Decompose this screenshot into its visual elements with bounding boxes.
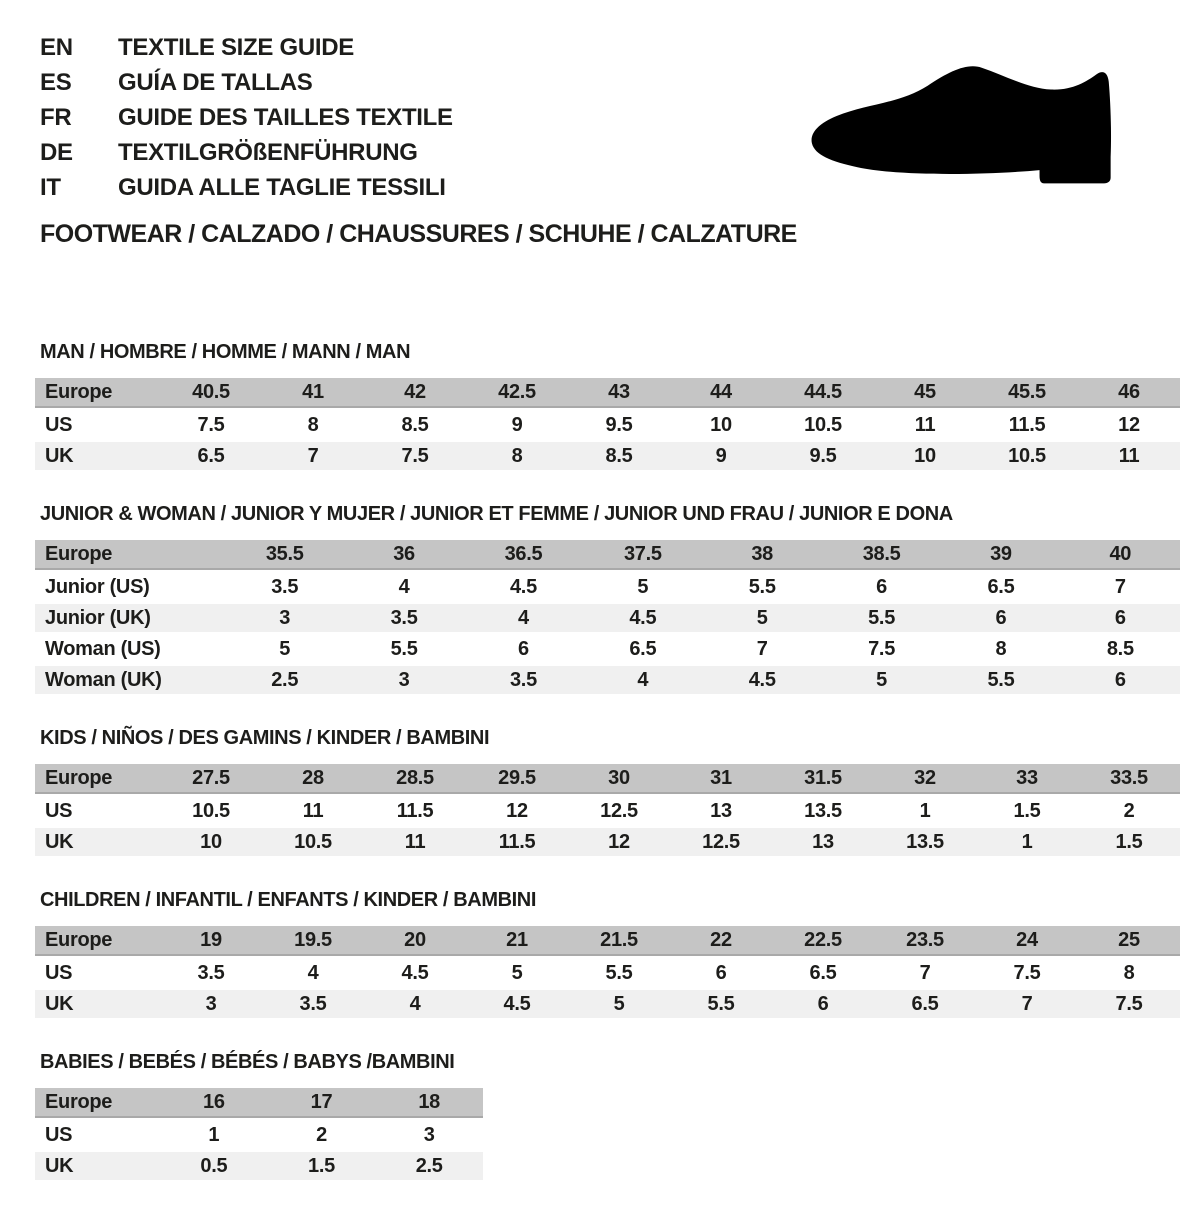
- language-code: IT: [40, 173, 61, 201]
- size-cell: 4: [262, 959, 364, 987]
- size-cell: 4: [364, 990, 466, 1018]
- size-cell: 2.5: [375, 1152, 483, 1180]
- size-cell: 11.5: [466, 828, 568, 856]
- size-cell: 3.5: [262, 990, 364, 1018]
- size-cell: 31.5: [772, 764, 874, 794]
- size-cell: 42.5: [466, 378, 568, 408]
- size-cell: 39: [941, 540, 1060, 570]
- language-code: DE: [40, 138, 73, 166]
- size-cell: 5: [703, 604, 822, 632]
- size-cell: 11: [364, 828, 466, 856]
- row-label: US: [35, 411, 160, 439]
- size-cell: 38.5: [822, 540, 941, 570]
- size-cell: 1.5: [1078, 828, 1180, 856]
- size-cell: 31: [670, 764, 772, 794]
- size-section-children: [35, 889, 1180, 1021]
- section-title-junior_woman: JUNIOR & WOMAN / JUNIOR Y MUJER / JUNIOR ET FEMME / JUNIOR UND FRAU / JUNIOR E DONA: [40, 503, 953, 525]
- size-cell: 6: [464, 635, 583, 663]
- size-cell: 3: [160, 990, 262, 1018]
- size-table-children: [35, 923, 1180, 1021]
- size-cell: 7.5: [160, 411, 262, 439]
- language-code: ES: [40, 68, 72, 96]
- size-cell: 7: [703, 635, 822, 663]
- size-cell: 10.5: [976, 442, 1078, 470]
- size-cell: 11.5: [976, 411, 1078, 439]
- size-cell: 9: [670, 442, 772, 470]
- language-row-de: [40, 135, 453, 170]
- size-cell: 38: [703, 540, 822, 570]
- size-tables: [35, 341, 1180, 1213]
- language-label: GUIDE DES TAILLES TEXTILE: [118, 103, 453, 131]
- size-cell: 8.5: [568, 442, 670, 470]
- size-row: [35, 666, 1180, 694]
- size-cell: 5: [583, 573, 702, 601]
- row-label: UK: [35, 828, 160, 856]
- row-label: Junior (US): [35, 573, 225, 601]
- size-cell: 32: [874, 764, 976, 794]
- size-cell: 11: [262, 797, 364, 825]
- size-cell: 8: [262, 411, 364, 439]
- size-cell: 3.5: [160, 959, 262, 987]
- size-cell: 12.5: [568, 797, 670, 825]
- size-cell: 5.5: [703, 573, 822, 601]
- size-cell: 11: [874, 411, 976, 439]
- row-label: Woman (US): [35, 635, 225, 663]
- size-table-kids: [35, 761, 1180, 859]
- size-cell: 11.5: [364, 797, 466, 825]
- size-cell: 4.5: [466, 990, 568, 1018]
- language-row-fr: [40, 100, 453, 135]
- size-cell: 7.5: [976, 959, 1078, 987]
- size-cell: 8.5: [1061, 635, 1180, 663]
- size-cell: 9.5: [568, 411, 670, 439]
- size-cell: 41: [262, 378, 364, 408]
- size-cell: 17: [268, 1088, 376, 1118]
- row-label: US: [35, 959, 160, 987]
- size-cell: 3.5: [464, 666, 583, 694]
- size-cell: 4: [583, 666, 702, 694]
- size-cell: 10: [874, 442, 976, 470]
- size-row: [35, 635, 1180, 663]
- section-title-babies: BABIES / BEBÉS / BÉBÉS / BABYS /BAMBINI: [40, 1051, 455, 1073]
- row-label: UK: [35, 990, 160, 1018]
- size-row: [35, 797, 1180, 825]
- size-cell: 5.5: [568, 959, 670, 987]
- row-label: Junior (UK): [35, 604, 225, 632]
- size-cell: 13.5: [772, 797, 874, 825]
- size-cell: 5.5: [822, 604, 941, 632]
- header-row: [35, 764, 1180, 794]
- size-cell: 10.5: [772, 411, 874, 439]
- size-cell: 8.5: [364, 411, 466, 439]
- section-title-kids: KIDS / NIÑOS / DES GAMINS / KINDER / BAMBINI: [40, 727, 490, 749]
- size-cell: 7: [1061, 573, 1180, 601]
- size-cell: 6.5: [583, 635, 702, 663]
- header-row: [35, 378, 1180, 408]
- size-cell: 1: [874, 797, 976, 825]
- size-table-man: [35, 375, 1180, 473]
- language-row-es: [40, 65, 453, 100]
- size-cell: 9.5: [772, 442, 874, 470]
- size-cell: 33: [976, 764, 1078, 794]
- size-cell: 46: [1078, 378, 1180, 408]
- language-label: GUIDA ALLE TAGLIE TESSILI: [118, 173, 446, 201]
- size-cell: 8: [466, 442, 568, 470]
- size-cell: 40.5: [160, 378, 262, 408]
- size-cell: 4: [344, 573, 463, 601]
- header-row: [35, 926, 1180, 956]
- size-cell: 1.5: [268, 1152, 376, 1180]
- row-label: UK: [35, 442, 160, 470]
- size-cell: 7.5: [364, 442, 466, 470]
- size-cell: 7: [874, 959, 976, 987]
- size-cell: 20: [364, 926, 466, 956]
- size-cell: 19: [160, 926, 262, 956]
- size-cell: 29.5: [466, 764, 568, 794]
- size-cell: 2: [268, 1121, 376, 1149]
- size-cell: 45: [874, 378, 976, 408]
- size-cell: 6: [670, 959, 772, 987]
- language-code: FR: [40, 103, 72, 131]
- size-row: [35, 604, 1180, 632]
- size-cell: 6: [1061, 666, 1180, 694]
- size-cell: 12: [1078, 411, 1180, 439]
- size-cell: 5: [466, 959, 568, 987]
- size-cell: 43: [568, 378, 670, 408]
- size-cell: 3.5: [225, 573, 344, 601]
- size-cell: 16: [160, 1088, 268, 1118]
- size-cell: 12: [568, 828, 670, 856]
- size-cell: 1: [160, 1121, 268, 1149]
- size-cell: 21.5: [568, 926, 670, 956]
- size-cell: 4.5: [583, 604, 702, 632]
- size-cell: 45.5: [976, 378, 1078, 408]
- size-cell: 4.5: [364, 959, 466, 987]
- size-cell: 6: [772, 990, 874, 1018]
- size-cell: 19.5: [262, 926, 364, 956]
- size-cell: 8: [1078, 959, 1180, 987]
- size-cell: 1: [976, 828, 1078, 856]
- size-section-kids: [35, 727, 1180, 859]
- size-cell: 37.5: [583, 540, 702, 570]
- size-cell: 10: [670, 411, 772, 439]
- size-row: [35, 411, 1180, 439]
- row-label: Woman (UK): [35, 666, 225, 694]
- size-cell: 13: [670, 797, 772, 825]
- size-cell: 10.5: [160, 797, 262, 825]
- size-cell: 35.5: [225, 540, 344, 570]
- size-cell: 12: [466, 797, 568, 825]
- row-label: US: [35, 797, 160, 825]
- section-title-children: CHILDREN / INFANTIL / ENFANTS / KINDER / BAMBINI: [40, 889, 536, 911]
- size-cell: 6.5: [941, 573, 1060, 601]
- size-cell: 2.5: [225, 666, 344, 694]
- size-cell: 2: [1078, 797, 1180, 825]
- size-cell: 6.5: [772, 959, 874, 987]
- size-cell: 18: [375, 1088, 483, 1118]
- size-cell: 6.5: [160, 442, 262, 470]
- size-row: [35, 1121, 483, 1149]
- language-row-en: [40, 30, 453, 65]
- size-cell: 36.5: [464, 540, 583, 570]
- size-row: [35, 442, 1180, 470]
- size-cell: 21: [466, 926, 568, 956]
- size-section-junior_woman: [35, 503, 1180, 697]
- size-section-babies: [35, 1051, 1180, 1183]
- size-row: [35, 1152, 483, 1180]
- language-label: GUÍA DE TALLAS: [118, 68, 313, 96]
- size-cell: 4.5: [464, 573, 583, 601]
- size-table-junior_woman: [35, 537, 1180, 697]
- size-cell: 44.5: [772, 378, 874, 408]
- size-cell: 7.5: [1078, 990, 1180, 1018]
- size-row: [35, 990, 1180, 1018]
- size-cell: 9: [466, 411, 568, 439]
- size-cell: 23.5: [874, 926, 976, 956]
- size-cell: 3: [225, 604, 344, 632]
- size-row: [35, 828, 1180, 856]
- language-label: TEXTILGRÖßENFÜHRUNG: [118, 138, 418, 166]
- row-label: Europe: [35, 926, 160, 956]
- section-title-man: MAN / HOMBRE / HOMME / MANN / MAN: [40, 341, 411, 363]
- size-cell: 0.5: [160, 1152, 268, 1180]
- size-cell: 13.5: [874, 828, 976, 856]
- size-cell: 6: [1061, 604, 1180, 632]
- language-code: EN: [40, 33, 73, 61]
- size-table-babies: [35, 1085, 483, 1183]
- size-cell: 5: [568, 990, 670, 1018]
- size-cell: 6: [941, 604, 1060, 632]
- size-cell: 5: [822, 666, 941, 694]
- size-cell: 6: [822, 573, 941, 601]
- language-list: [40, 30, 453, 205]
- size-row: [35, 573, 1180, 601]
- size-cell: 40: [1061, 540, 1180, 570]
- row-label: US: [35, 1121, 160, 1149]
- size-section-man: [35, 341, 1180, 473]
- size-row: [35, 959, 1180, 987]
- size-cell: 42: [364, 378, 466, 408]
- size-cell: 11: [1078, 442, 1180, 470]
- language-row-it: [40, 170, 453, 205]
- size-cell: 3: [375, 1121, 483, 1149]
- language-label: TEXTILE SIZE GUIDE: [118, 33, 354, 61]
- category-title: FOOTWEAR / CALZADO / CHAUSSURES / SCHUHE / CALZATURE: [40, 220, 797, 248]
- size-cell: 5.5: [344, 635, 463, 663]
- size-cell: 5.5: [941, 666, 1060, 694]
- size-cell: 25: [1078, 926, 1180, 956]
- size-cell: 28: [262, 764, 364, 794]
- size-cell: 13: [772, 828, 874, 856]
- size-cell: 5.5: [670, 990, 772, 1018]
- size-cell: 4: [464, 604, 583, 632]
- size-cell: 10: [160, 828, 262, 856]
- size-cell: 12.5: [670, 828, 772, 856]
- shoe-icon: [798, 62, 1136, 190]
- size-cell: 10.5: [262, 828, 364, 856]
- row-label: UK: [35, 1152, 160, 1180]
- row-label: Europe: [35, 378, 160, 408]
- row-label: Europe: [35, 1088, 160, 1118]
- header-row: [35, 1088, 483, 1118]
- header-row: [35, 540, 1180, 570]
- size-cell: 7.5: [822, 635, 941, 663]
- size-cell: 5: [225, 635, 344, 663]
- size-cell: 6.5: [874, 990, 976, 1018]
- size-cell: 24: [976, 926, 1078, 956]
- size-cell: 30: [568, 764, 670, 794]
- size-cell: 22.5: [772, 926, 874, 956]
- size-cell: 36: [344, 540, 463, 570]
- size-cell: 3: [344, 666, 463, 694]
- size-cell: 7: [262, 442, 364, 470]
- size-cell: 1.5: [976, 797, 1078, 825]
- size-cell: 27.5: [160, 764, 262, 794]
- row-label: Europe: [35, 764, 160, 794]
- row-label: Europe: [35, 540, 225, 570]
- size-cell: 7: [976, 990, 1078, 1018]
- size-cell: 33.5: [1078, 764, 1180, 794]
- size-cell: 44: [670, 378, 772, 408]
- size-cell: 8: [941, 635, 1060, 663]
- size-cell: 28.5: [364, 764, 466, 794]
- size-cell: 3.5: [344, 604, 463, 632]
- size-cell: 22: [670, 926, 772, 956]
- size-cell: 4.5: [703, 666, 822, 694]
